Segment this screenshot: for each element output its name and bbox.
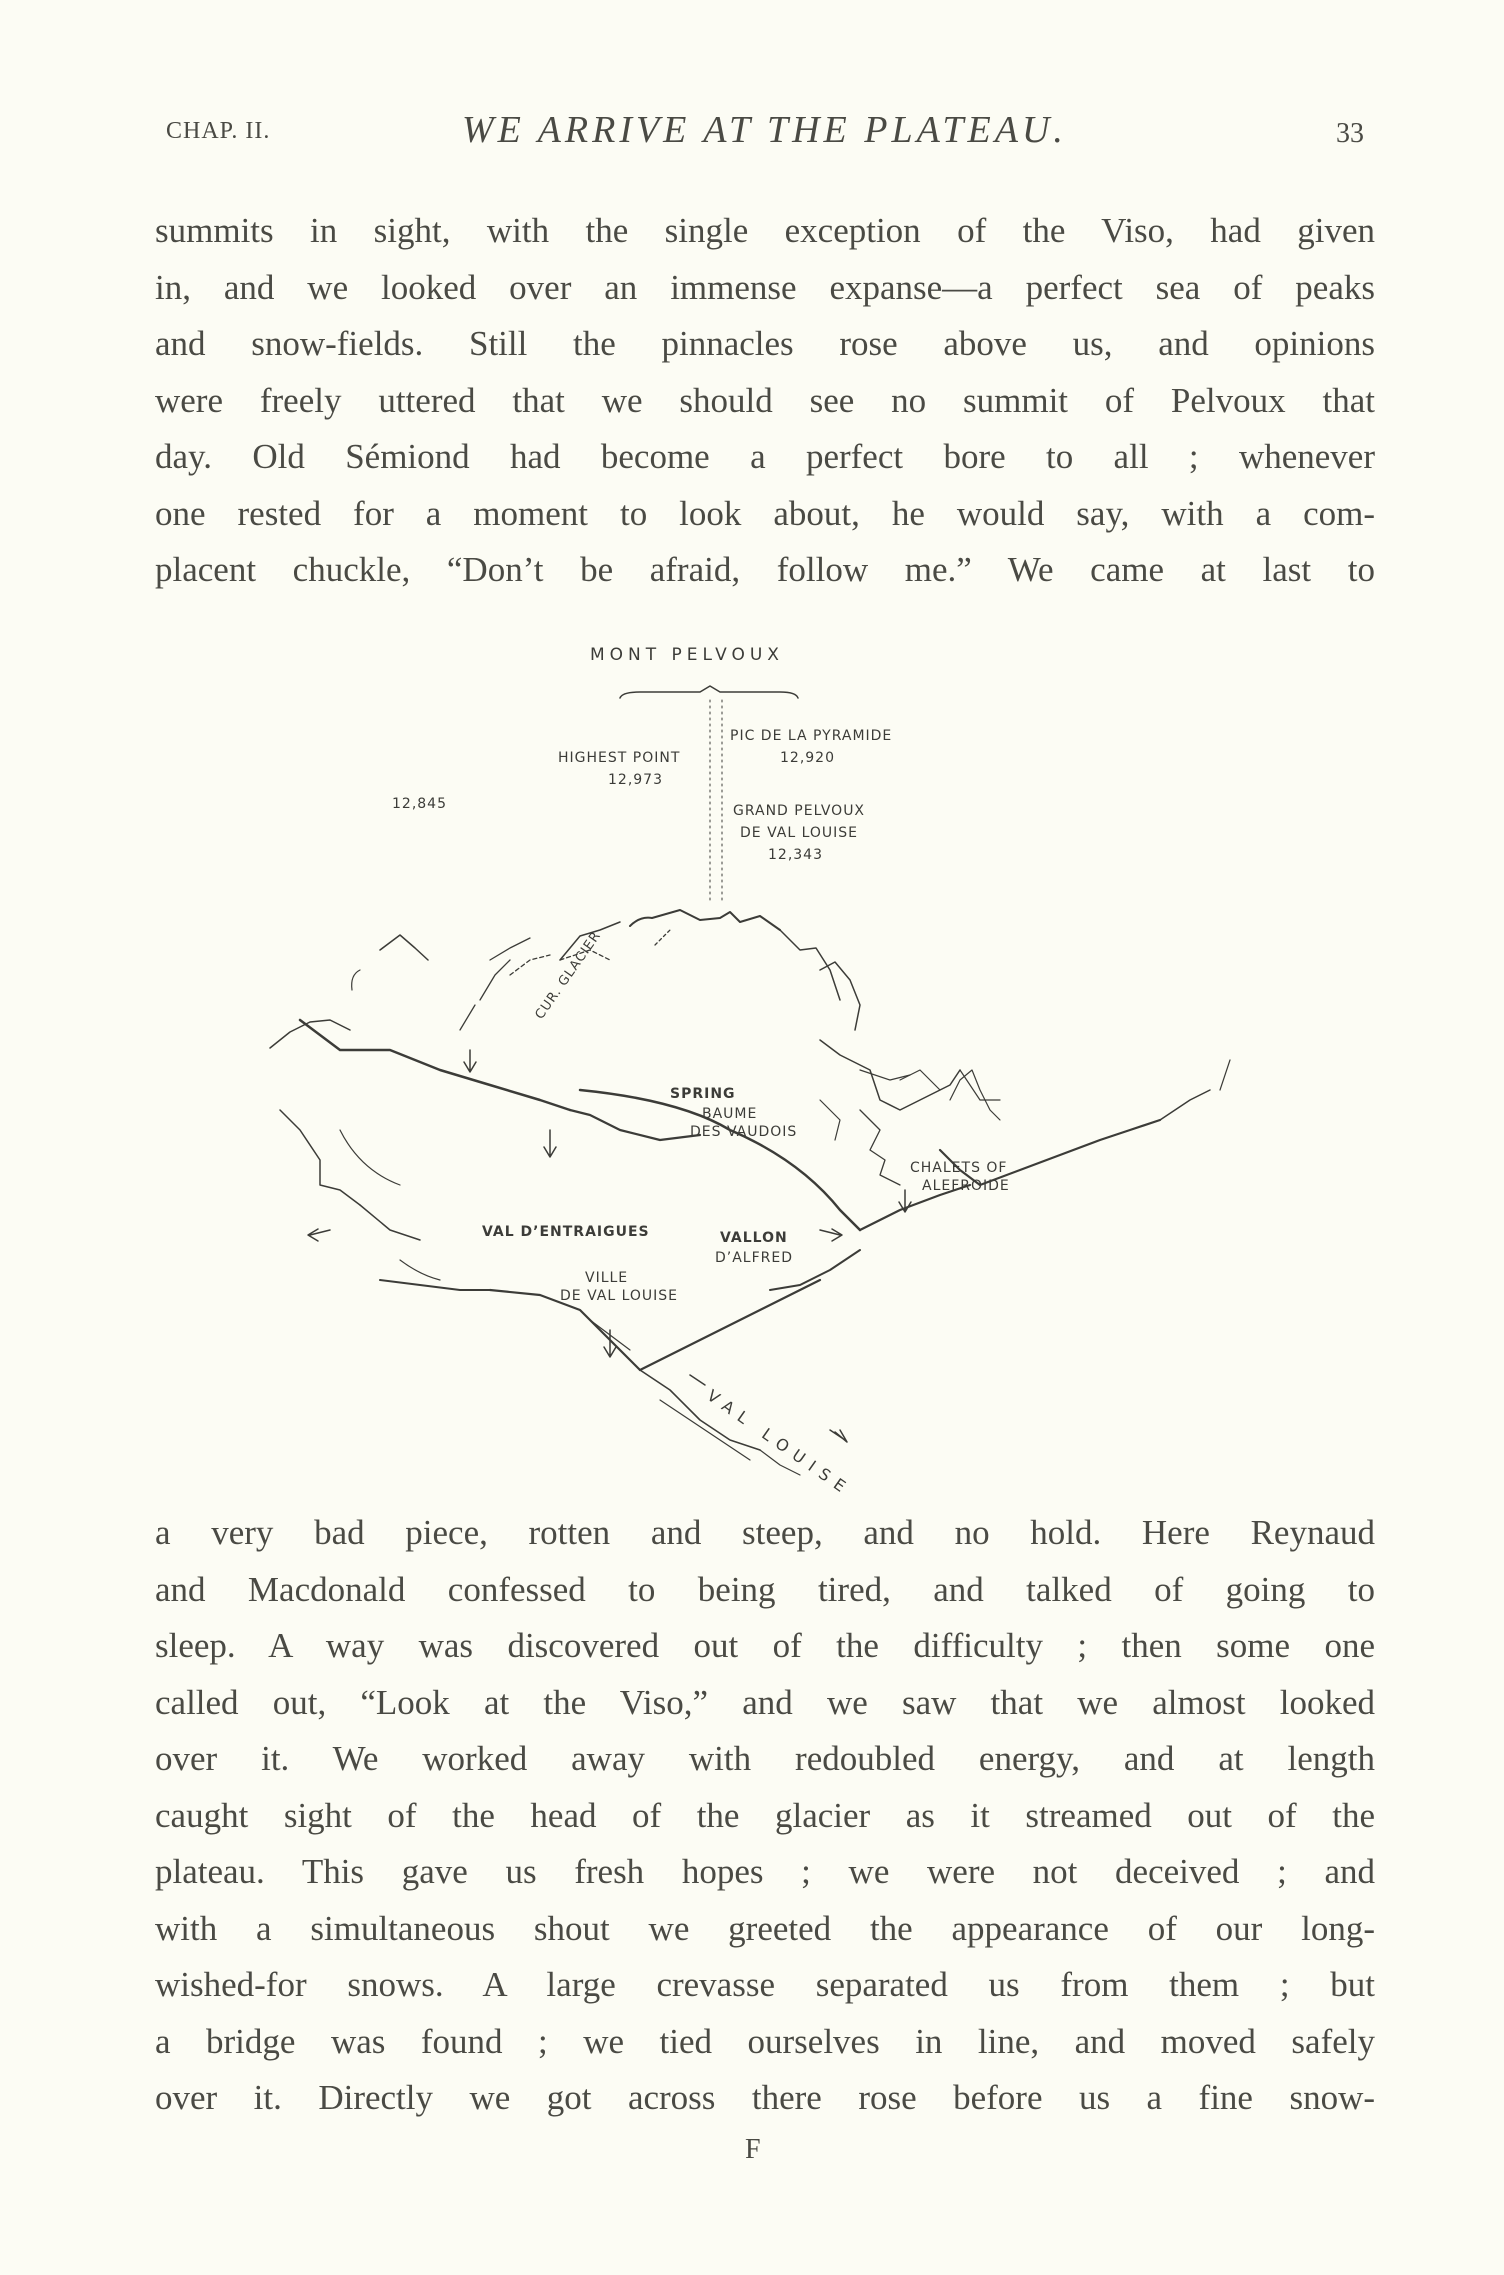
page-heading: WE ARRIVE AT THE PLATEAU. [462, 109, 1067, 151]
text-line: one rested for a moment to look about, he would say, with a com- [155, 493, 1375, 533]
label-val-louise: VAL LOUISE [703, 1385, 856, 1501]
mountain-diagram [260, 630, 1260, 1510]
label-baume-1: BAUME [702, 1106, 758, 1122]
label-spring: SPRING [670, 1086, 736, 1102]
text-line: a bridge was found ; we tied ourselves in line, and moved safely [155, 2021, 1375, 2061]
text-line: caught sight of the head of the glacier as it streamed out of the [155, 1795, 1375, 1835]
label-baume-2: DES VAUDOIS [690, 1124, 798, 1140]
label-highest-point: HIGHEST POINT [558, 750, 681, 766]
text-line: summits in sight, with the single exception of the Viso, had given [155, 211, 1375, 250]
text-line: were freely uttered that we should see no summit of Pelvoux that [155, 380, 1375, 420]
text-line: called out, “Look at the Viso,” and we saw that we almost looked [155, 1682, 1375, 1722]
label-vallon-2: D’ALFRED [715, 1250, 794, 1266]
label-grand-pelvoux-2: DE VAL LOUISE [740, 825, 859, 841]
label-chalets-1: CHALETS OF [910, 1160, 1008, 1176]
label-left-height: 12,845 [392, 796, 447, 812]
signature-mark: F [745, 2134, 761, 2165]
figure-title: MONT PELVOUX [590, 645, 784, 665]
paragraph-bottom [155, 1505, 1375, 2127]
label-val-entraigues: VAL D’ENTRAIGUES [482, 1224, 650, 1240]
text-line: a very bad piece, rotten and steep, and no hold. Here Reynaud [155, 1513, 1375, 1552]
label-grand-height: 12,343 [768, 847, 823, 863]
text-line: in, and we looked over an immense expanse—a perfect sea of peaks [155, 267, 1375, 307]
text-line: and snow-fields. Still the pinnacles rose above us, and opinions [155, 324, 1375, 363]
label-glacier: CUR. GLACIER [532, 928, 605, 1023]
text-line: placent chuckle, “Don’t be afraid, follow me.” We came at last to [155, 550, 1375, 589]
chapter-label: CHAP. II. [166, 118, 271, 144]
label-ville-2: DE VAL LOUISE [560, 1288, 679, 1304]
text-line: plateau. This gave us fresh hopes ; we were not deceived ; and [155, 1852, 1375, 1891]
page-number: 33 [1336, 118, 1364, 149]
paragraph-top [155, 203, 1375, 599]
text-line: over it. We worked away with redoubled energy, and at length [155, 1739, 1375, 1778]
text-line: and Macdonald confessed to being tired, and talked of going to [155, 1569, 1375, 1609]
mountain-sketch [260, 630, 1260, 1510]
text-line: wished-for snows. A large crevasse separated us from them ; but [155, 1965, 1375, 2004]
label-ville-1: VILLE [585, 1270, 629, 1286]
text-line: with a simultaneous shout we greeted the appearance of our long- [155, 1908, 1375, 1948]
label-vallon-1: VALLON [720, 1230, 788, 1246]
text-line: sleep. A way was discovered out of the difficulty ; then some one [155, 1626, 1375, 1665]
text-line: over it. Directly we got across there rose before us a fine snow- [155, 2078, 1375, 2117]
label-highest-height: 12,973 [608, 772, 663, 788]
running-head [0, 108, 1504, 158]
label-pyramide: PIC DE LA PYRAMIDE [730, 728, 893, 744]
label-grand-pelvoux-1: GRAND PELVOUX [733, 803, 866, 819]
label-pyramide-height: 12,920 [780, 750, 835, 766]
text-line: day. Old Sémiond had become a perfect bore to all ; whenever [155, 437, 1375, 476]
label-chalets-2: ALEFROIDE [922, 1178, 1010, 1194]
